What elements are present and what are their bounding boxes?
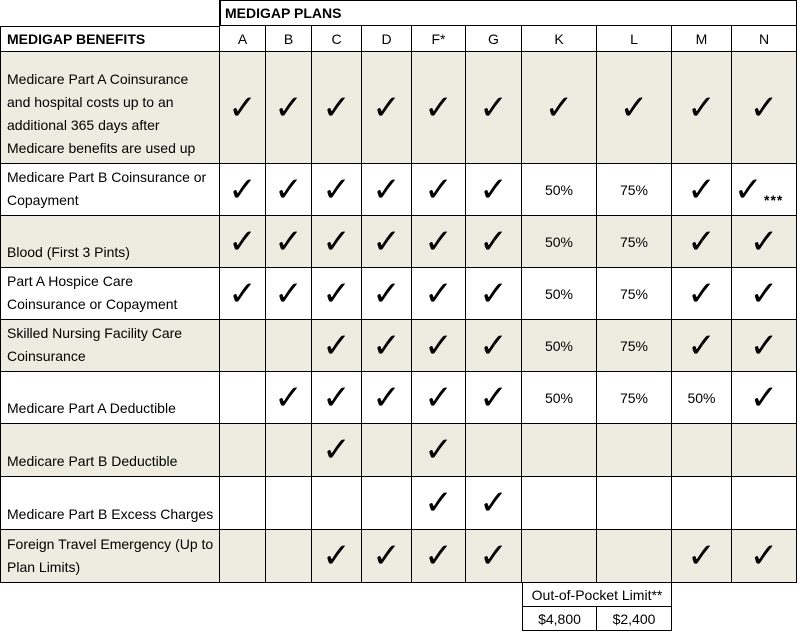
plan-header-label: M	[695, 30, 708, 47]
checkmark-icon: ✓	[687, 536, 716, 576]
coverage-cell	[312, 164, 362, 216]
coverage-cell	[266, 320, 312, 372]
coverage-cell	[266, 477, 312, 530]
coverage-cell	[522, 530, 597, 583]
checkmark-icon: ✓	[372, 325, 401, 366]
plans-title-text: MEDIGAP PLANS	[225, 5, 342, 21]
out-of-pocket-label	[522, 583, 672, 607]
coverage-cell	[412, 424, 466, 477]
coverage-cell	[362, 477, 412, 530]
checkmark-icon: ✓	[749, 273, 779, 314]
out-of-pocket-k	[522, 607, 597, 631]
coverage-cell	[732, 216, 797, 268]
coverage-percent: 50%	[544, 389, 574, 406]
coverage-cell	[466, 268, 522, 320]
checkmark-icon: ✓	[372, 273, 401, 314]
benefit-label: Medicare Part B Coinsurance or Copayment	[7, 169, 207, 208]
checkmark-icon: ✓	[479, 536, 508, 576]
coverage-cell	[672, 320, 732, 372]
benefit-label: Skilled Nursing Facility Care Coinsurance	[7, 325, 183, 364]
out-of-pocket-l	[597, 607, 672, 631]
coverage-cell	[732, 164, 797, 216]
coverage-cell	[466, 372, 522, 424]
coverage-cell	[362, 372, 412, 424]
coverage-cell	[220, 52, 266, 164]
checkmark-icon: ✓	[322, 377, 351, 418]
plan-header-n	[732, 26, 797, 52]
benefit-label: Medicare Part B Excess Charges	[7, 506, 214, 522]
coverage-percent: 50%	[544, 337, 574, 354]
checkmark-icon: ✓	[322, 169, 351, 210]
coverage-cell	[522, 477, 597, 530]
checkmark-icon: ✓	[372, 536, 401, 576]
out-of-pocket-label-text: Out-of-Pocket Limit**	[531, 586, 663, 603]
checkmark-icon: ✓	[479, 377, 508, 418]
checkmark-icon: ✓	[734, 169, 763, 210]
benefit-label-cell	[0, 320, 220, 372]
checkmark-icon: ✓	[424, 483, 453, 523]
checkmark-icon: ✓	[479, 169, 508, 210]
coverage-percent: 75%	[619, 337, 649, 354]
plan-header-l	[597, 26, 672, 52]
coverage-cell	[362, 216, 412, 268]
checkmark-icon: ✓	[687, 325, 716, 366]
checkmark-icon: ✓	[424, 273, 453, 314]
coverage-cell	[466, 530, 522, 583]
corner-empty-cell	[0, 0, 220, 26]
coverage-cell	[672, 268, 732, 320]
checkmark-icon: ✓	[322, 325, 351, 366]
coverage-cell	[597, 530, 672, 583]
coverage-cell	[732, 530, 797, 583]
coverage-cell	[412, 268, 466, 320]
checkmark-icon: ✓	[749, 377, 779, 418]
plan-header-label: N	[758, 30, 770, 47]
coverage-cell	[220, 372, 266, 424]
plan-header-b	[266, 26, 312, 52]
coverage-cell	[732, 320, 797, 372]
benefits-title-text: MEDIGAP BENEFITS	[7, 31, 146, 47]
checkmark-icon: ✓	[479, 325, 508, 366]
checkmark-icon: ✓	[322, 536, 351, 576]
coverage-cell	[412, 530, 466, 583]
coverage-cell	[266, 424, 312, 477]
coverage-cell	[362, 52, 412, 164]
checkmark-icon: ✓	[228, 169, 257, 210]
checkmark-icon: ✓	[749, 325, 779, 366]
coverage-cell	[597, 424, 672, 477]
footnote-marker: ***	[764, 192, 784, 208]
coverage-cell	[672, 52, 732, 164]
checkmark-icon: ✓	[274, 221, 303, 262]
coverage-cell	[220, 268, 266, 320]
coverage-cell	[220, 424, 266, 477]
checkmark-icon: ✓	[372, 87, 401, 128]
coverage-cell	[672, 372, 732, 424]
coverage-cell	[412, 164, 466, 216]
plan-header-fstar	[412, 26, 466, 52]
coverage-cell	[466, 320, 522, 372]
plan-header-k	[522, 26, 597, 52]
coverage-cell	[597, 52, 672, 164]
plan-header-a	[220, 26, 266, 52]
checkmark-icon: ✓	[228, 87, 257, 128]
coverage-cell	[220, 320, 266, 372]
coverage-percent: 75%	[619, 389, 649, 406]
coverage-cell	[732, 372, 797, 424]
plan-header-label: K	[554, 30, 564, 47]
coverage-percent: 50%	[544, 285, 574, 302]
plan-header-g	[466, 26, 522, 52]
checkmark-icon: ✓	[372, 377, 401, 418]
plan-header-label: D	[381, 30, 392, 47]
coverage-cell	[220, 530, 266, 583]
checkmark-icon: ✓	[274, 87, 303, 128]
coverage-cell	[522, 372, 597, 424]
checkmark-icon: ✓	[274, 377, 303, 418]
plan-header-label: F*	[431, 30, 446, 47]
checkmark-icon: ✓	[544, 87, 574, 128]
plans-title	[220, 0, 797, 26]
coverage-cell	[412, 52, 466, 164]
coverage-cell	[597, 477, 672, 530]
coverage-cell	[312, 268, 362, 320]
coverage-percent: 50%	[544, 181, 574, 198]
coverage-cell	[597, 216, 672, 268]
checkmark-icon: ✓	[424, 169, 453, 210]
coverage-cell	[312, 530, 362, 583]
coverage-cell	[312, 372, 362, 424]
benefit-label-cell	[0, 424, 220, 477]
coverage-cell	[466, 164, 522, 216]
checkmark-icon: ✓	[228, 273, 257, 314]
checkmark-icon: ✓	[479, 87, 508, 128]
benefit-label: Blood (First 3 Pints)	[7, 244, 130, 260]
coverage-percent: 75%	[619, 285, 649, 302]
plan-header-d	[362, 26, 412, 52]
coverage-cell	[362, 424, 412, 477]
checkmark-icon: ✓	[322, 221, 351, 262]
coverage-cell	[466, 477, 522, 530]
coverage-cell	[732, 424, 797, 477]
checkmark-icon: ✓	[372, 221, 401, 262]
benefit-label-cell	[0, 477, 220, 530]
coverage-cell	[672, 477, 732, 530]
coverage-cell	[412, 372, 466, 424]
checkmark-icon: ✓	[687, 221, 716, 262]
plan-header-m	[672, 26, 732, 52]
coverage-cell	[412, 216, 466, 268]
checkmark-icon: ✓	[274, 169, 303, 210]
benefit-label: Foreign Travel Emergency (Up to Plan Limits)	[7, 536, 214, 575]
coverage-cell	[466, 424, 522, 477]
benefit-label-cell	[0, 164, 220, 216]
coverage-cell	[362, 164, 412, 216]
benefit-label-cell	[0, 52, 220, 164]
benefit-label: Part A Hospice Care Coinsurance or Copayment	[7, 273, 178, 312]
coverage-cell	[466, 52, 522, 164]
coverage-cell	[220, 164, 266, 216]
checkmark-icon: ✓	[228, 221, 257, 262]
coverage-cell	[597, 164, 672, 216]
coverage-cell	[266, 268, 312, 320]
checkmark-icon: ✓	[424, 87, 453, 128]
coverage-cell	[597, 268, 672, 320]
coverage-cell	[732, 477, 797, 530]
checkmark-icon: ✓	[322, 430, 351, 470]
checkmark-icon: ✓	[749, 221, 779, 262]
benefit-label-cell	[0, 268, 220, 320]
benefit-label-cell	[0, 216, 220, 268]
coverage-cell	[266, 164, 312, 216]
checkmark-icon: ✓	[322, 273, 351, 314]
plan-header-label: A	[237, 30, 248, 47]
checkmark-icon: ✓	[424, 377, 453, 418]
plan-header-c	[312, 26, 362, 52]
coverage-cell	[672, 530, 732, 583]
coverage-cell	[522, 164, 597, 216]
coverage-cell	[672, 216, 732, 268]
coverage-cell	[220, 477, 266, 530]
coverage-cell	[266, 530, 312, 583]
coverage-cell	[522, 320, 597, 372]
checkmark-icon: ✓	[424, 430, 453, 470]
checkmark-icon: ✓	[619, 87, 649, 128]
checkmark-icon: ✓	[749, 536, 779, 576]
plan-header-label: G	[488, 30, 499, 47]
out-of-pocket-l-value: $2,400	[612, 610, 656, 627]
coverage-cell	[266, 216, 312, 268]
coverage-percent: 50%	[544, 233, 574, 250]
checkmark-icon: ✓	[479, 221, 508, 262]
coverage-cell	[466, 216, 522, 268]
checkmark-icon: ✓	[687, 273, 716, 314]
out-of-pocket-k-value: $4,800	[538, 610, 581, 627]
plan-header-label: C	[331, 30, 342, 47]
coverage-percent: 75%	[619, 181, 649, 198]
benefit-label-cell	[0, 372, 220, 424]
checkmark-icon: ✓	[687, 87, 716, 128]
coverage-cell	[312, 477, 362, 530]
benefit-label-cell	[0, 530, 220, 583]
checkmark-icon: ✓	[424, 536, 453, 576]
checkmark-icon: ✓	[322, 87, 351, 128]
benefit-label: Medicare Part B Deductible	[7, 453, 178, 469]
coverage-cell	[522, 268, 597, 320]
coverage-cell	[597, 320, 672, 372]
coverage-cell	[220, 216, 266, 268]
plan-header-label: L	[630, 30, 638, 47]
coverage-cell	[362, 268, 412, 320]
coverage-cell	[312, 320, 362, 372]
coverage-cell	[362, 320, 412, 372]
benefit-label: Medicare Part A Deductible	[7, 400, 176, 416]
checkmark-icon: ✓	[687, 169, 716, 210]
coverage-cell	[672, 164, 732, 216]
coverage-cell	[522, 216, 597, 268]
coverage-cell	[312, 216, 362, 268]
coverage-cell	[312, 52, 362, 164]
checkmark-icon: ✓	[274, 273, 303, 314]
benefit-label: Medicare Part A Coinsurance and hospital costs up to an additional 365 days after Medicare benefits are used up	[7, 71, 196, 156]
plan-header-label: B	[283, 30, 294, 47]
benefits-title	[0, 26, 220, 52]
checkmark-icon: ✓	[424, 325, 453, 366]
checkmark-icon: ✓	[479, 483, 508, 523]
coverage-percent: 50%	[687, 389, 716, 406]
coverage-cell	[412, 320, 466, 372]
coverage-cell	[672, 424, 732, 477]
coverage-cell	[522, 424, 597, 477]
coverage-cell	[266, 52, 312, 164]
coverage-cell	[597, 372, 672, 424]
coverage-cell	[362, 530, 412, 583]
coverage-cell	[732, 268, 797, 320]
coverage-cell	[266, 372, 312, 424]
checkmark-icon: ✓	[749, 87, 779, 128]
checkmark-icon: ✓	[424, 221, 453, 262]
coverage-percent: 75%	[619, 233, 649, 250]
checkmark-icon: ✓	[372, 169, 401, 210]
coverage-cell	[732, 52, 797, 164]
coverage-cell	[412, 477, 466, 530]
coverage-cell	[312, 424, 362, 477]
coverage-cell	[522, 52, 597, 164]
checkmark-icon: ✓	[479, 273, 508, 314]
